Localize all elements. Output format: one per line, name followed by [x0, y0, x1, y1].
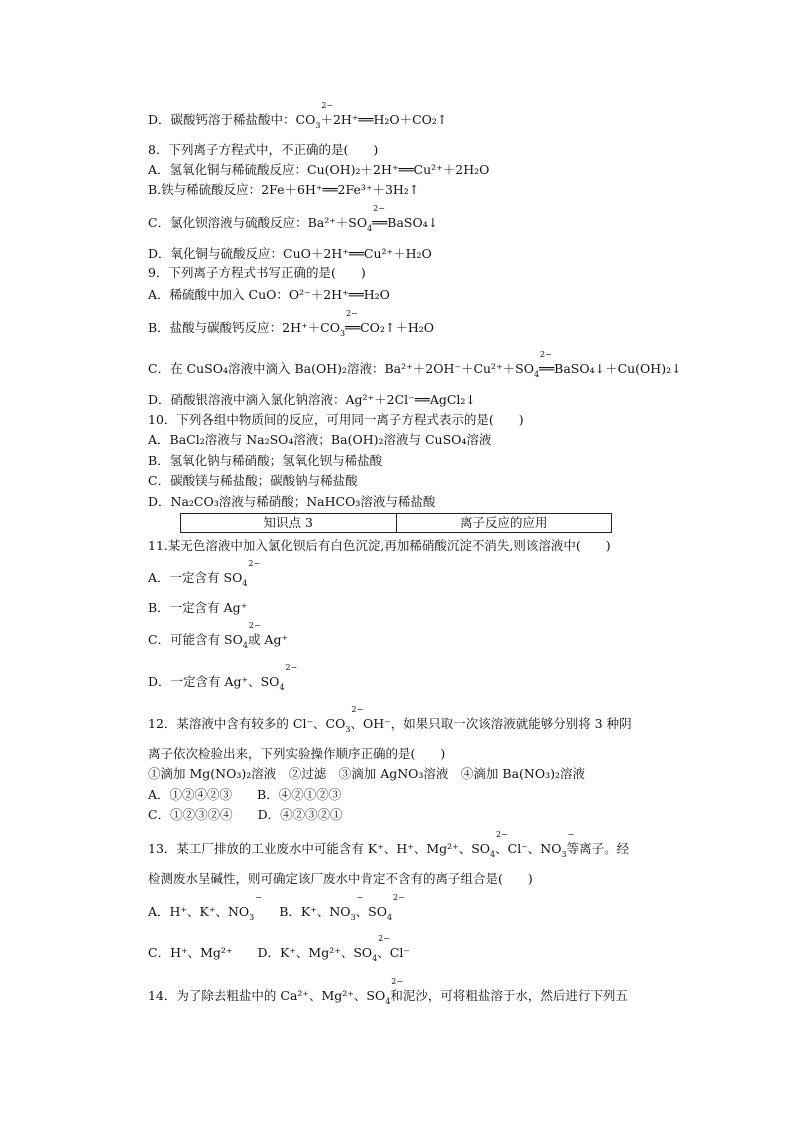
option-11d: [148, 663, 298, 692]
ion-sub: [315, 101, 334, 130]
knowledge-point-table: [180, 513, 612, 533]
ion-sub: [372, 934, 390, 963]
text: 或 Ag⁺: [247, 632, 289, 647]
text: A．H⁺、K⁺、NO: [148, 904, 250, 919]
subscript: 4: [533, 370, 540, 379]
subscript: 3: [561, 850, 567, 859]
ion-sub: [490, 830, 508, 859]
option-8c: [148, 204, 439, 233]
charge: 2−: [248, 559, 261, 568]
option-9b: [148, 309, 435, 338]
ion-sub: [279, 663, 298, 692]
charge: 2−: [285, 663, 298, 672]
option-10b: B．氢氧化钠与稀硝酸；氢氧化钡与稀盐酸: [148, 453, 383, 468]
option-11b: B．一定含有 Ag⁺: [148, 600, 248, 615]
charge: −: [567, 830, 575, 839]
charge: 2−: [351, 705, 364, 714]
subscript: 4: [386, 913, 393, 922]
question-11: 11.某无色溶液中加入氯化钡后有白色沉淀,再加稀硝酸沉淀不消失,则该溶液中( ): [148, 538, 611, 553]
ion-sub: [386, 893, 405, 922]
text: ══BaSO₄↓＋Cu(OH)₂↓: [539, 361, 682, 376]
option-10d: D．Na₂CO₃溶液与稀硝酸；NaHCO₃溶液与稀盐酸: [148, 494, 436, 509]
text: C．可能含有 SO: [148, 632, 243, 647]
text: D．一定含有 Ag⁺、SO: [148, 674, 280, 689]
question-13-line-1: [148, 830, 630, 859]
charge: −: [356, 893, 364, 902]
question-12-line-2: 离子依次检验出来，下列实验操作顺序正确的是( ): [148, 746, 446, 761]
charge: 2−: [345, 309, 358, 318]
subscript: 3: [315, 121, 321, 130]
option-9c: [148, 350, 682, 379]
ion-sub: [533, 350, 552, 379]
ion-sub: [350, 893, 364, 922]
subscript: 3: [339, 329, 346, 338]
ion-sub: [249, 893, 262, 922]
question-13-line-2: 检测废水呈碱性，则可确定该厂废水中肯定不含有的离子组合是( ): [148, 871, 533, 886]
subscript: 3: [345, 725, 351, 734]
charge: 2−: [539, 350, 552, 359]
subscript: 4: [385, 997, 391, 1006]
text: 12．某溶液中含有较多的 Cl⁻、CO: [148, 716, 346, 731]
text: 13．某工厂排放的工业废水中可能含有 K⁺、H⁺、Mg²⁺、SO: [148, 841, 491, 856]
option-12ab: A．①②④②③ B．④②①②③: [148, 787, 342, 802]
option-13ab: [148, 893, 405, 922]
text: C．氯化钡溶液与硫酸反应：Ba²⁺＋SO: [148, 215, 368, 230]
charge: 2−: [321, 101, 334, 110]
ion-sub: [561, 830, 575, 859]
text: B．K⁺、NO: [254, 904, 351, 919]
option-12cd: C．①②③②④ D．④②③②①: [148, 807, 343, 822]
option-11a: [148, 559, 261, 588]
charge: 2−: [378, 934, 390, 943]
text: ══CO₂↑＋H₂O: [345, 320, 435, 335]
text: 、SO: [355, 904, 387, 919]
option-10a: A．BaCl₂溶液与 Na₂SO₄溶液；Ba(OH)₂溶液与 CuSO₄溶液: [148, 432, 492, 447]
option-9a: A．稀硫酸中加入 CuO：O²⁻＋2H⁺══H₂O: [148, 287, 390, 302]
text: 、Cl⁻: [377, 945, 410, 960]
option-10c: C．碳酸镁与稀盐酸；碳酸钠与稀盐酸: [148, 473, 358, 488]
question-12-steps: ①滴加 Mg(NO₃)₂溶液 ②过滤 ③滴加 AgNO₃溶液 ④滴加 Ba(NO₃)₂溶液: [148, 766, 586, 781]
question-10: 10．下列各组中物质间的反应，可用同一离子方程式表示的是( ): [148, 412, 524, 427]
ion-sub: [345, 705, 364, 734]
text: A．一定含有 SO: [148, 570, 243, 585]
text: 等离子。经: [566, 841, 630, 856]
text: B．盐酸与碳酸钙反应：2H⁺＋CO: [148, 320, 340, 335]
option-13cd: [148, 934, 410, 963]
question-8: 8．下列离子方程式中，不正确的是( ): [148, 142, 379, 157]
option-8a: A．氢氧化铜与稀硫酸反应：Cu(OH)₂＋2H⁺══Cu²⁺＋2H₂O: [148, 162, 490, 177]
subscript: 4: [279, 683, 285, 692]
question-9: 9．下列离子方程式书写正确的是( ): [148, 265, 366, 280]
text: ＋2H⁺══H₂O＋CO₂↑: [320, 112, 448, 127]
subscript: 4: [242, 579, 248, 588]
subscript: 4: [367, 224, 373, 233]
charge: 2−: [248, 621, 261, 630]
charge: 2−: [373, 204, 385, 213]
option-8b: B.铁与稀硫酸反应：2Fe＋6H⁺══2Fe³⁺＋3H₂↑: [148, 182, 420, 197]
subscript: 3: [249, 913, 255, 922]
question-14: [148, 977, 628, 1006]
knowledge-point-label: 知识点 3: [263, 515, 313, 530]
ion-sub: [367, 204, 385, 233]
text: 、OH⁻，如果只取一次该溶液就能够分别将 3 种阴: [350, 716, 632, 731]
charge: −: [255, 893, 262, 902]
ion-sub: [242, 559, 261, 588]
text: D．碳酸钙溶于稀盐酸中：CO: [148, 112, 316, 127]
text: 和泥沙，可将粗盐溶于水，然后进行下列五: [390, 988, 628, 1003]
charge: 2−: [391, 977, 404, 986]
ion-sub: [385, 977, 404, 1006]
subscript: 4: [242, 641, 248, 650]
text: 、Cl⁻、NO: [495, 841, 562, 856]
ion-sub: [242, 621, 261, 650]
subscript: 3: [350, 913, 356, 922]
subscript: 4: [490, 850, 496, 859]
text: C．在 CuSO₄溶液中滴入 Ba(OH)₂溶液：Ba²⁺＋2OH⁻＋Cu²⁺＋SO: [148, 361, 534, 376]
question-12-line-1: [148, 705, 632, 734]
text: 14．为了除去粗盐中的 Ca²⁺、Mg²⁺、SO: [148, 988, 386, 1003]
knowledge-point-title: 离子反应的应用: [396, 514, 612, 532]
subscript: 4: [372, 954, 378, 963]
charge: 2−: [496, 830, 508, 839]
option-9d: D．硝酸银溶液中滴入氯化钠溶液：Ag²⁺＋2Cl⁻══AgCl₂↓: [148, 392, 476, 407]
text: ══BaSO₄↓: [372, 215, 439, 230]
option-11c: [148, 621, 289, 650]
text: C．H⁺、Mg²⁺ D．K⁺、Mg²⁺、SO: [148, 945, 373, 960]
option-7d: [148, 101, 448, 130]
option-8d: D．氧化铜与硫酸反应：CuO＋2H⁺══Cu²⁺＋H₂O: [148, 246, 432, 261]
charge: 2−: [392, 893, 405, 902]
ion-sub: [339, 309, 358, 338]
